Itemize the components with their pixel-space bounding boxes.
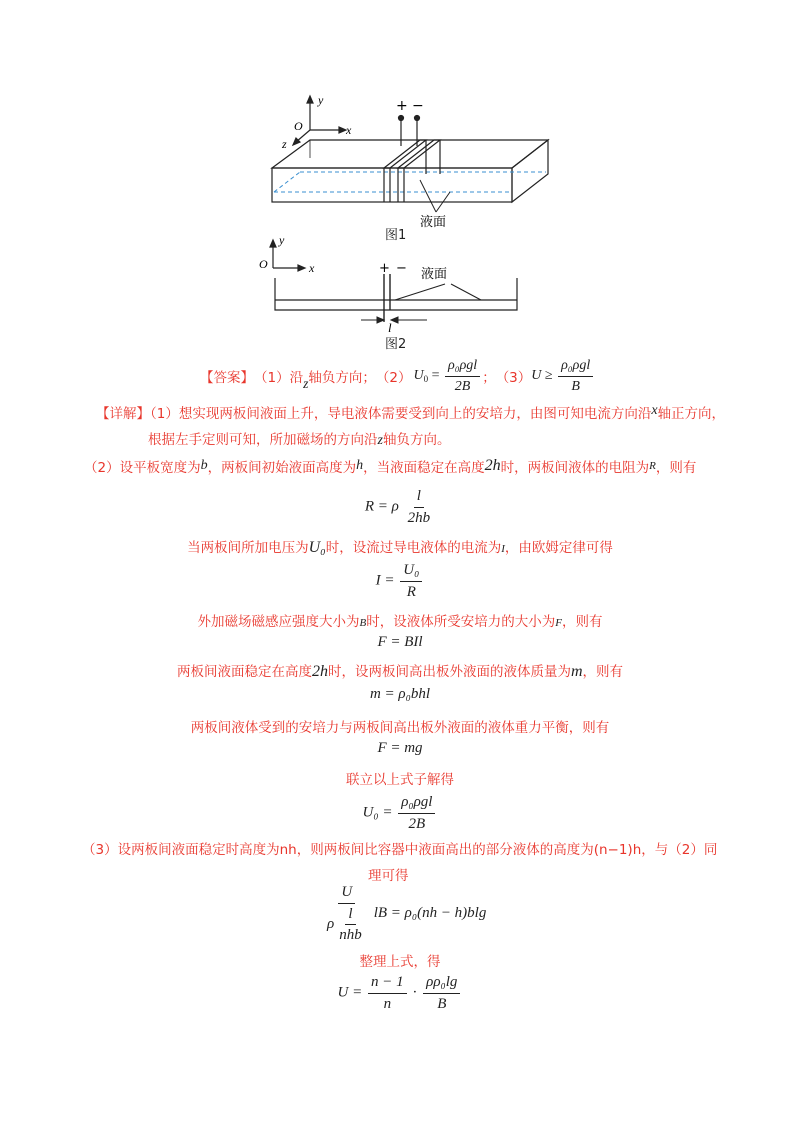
eq-final-fraction-2 — [423, 974, 460, 1012]
B-var-F: F — [555, 617, 562, 629]
eq3-inner-rho: ρ — [327, 916, 335, 933]
detail-p1-line2-b: 轴负方向。 — [382, 432, 451, 448]
eq-U0-denominator: 2B — [408, 815, 426, 832]
fig2-axis-y-label: y — [279, 233, 285, 247]
answer-p2-lhs: U — [413, 368, 424, 384]
p2-var-R: R — [649, 460, 656, 472]
eq-final-fraction-1 — [368, 974, 407, 1012]
B-text-b: 时，设液体所受安培力的大小为 — [366, 614, 556, 630]
equation-resistance — [0, 488, 800, 526]
eq-U0-numerator: ρ₀ρgl — [398, 794, 435, 814]
fig1-plus-sign: + — [396, 98, 408, 114]
fig1-plates — [384, 140, 440, 202]
figure-2-caption: 图2 — [385, 337, 407, 352]
answer-p3-numerator: ρ₀ρgl — [558, 358, 593, 376]
equation-part3 — [322, 884, 486, 944]
fig2-minus-sign: − — [396, 261, 407, 276]
fig2-axis-x-label: x — [309, 261, 315, 275]
eq-U0-lhs: U₀ = — [362, 804, 393, 821]
eq-R-fraction — [405, 488, 434, 526]
fig2-plus-sign: + — [379, 261, 390, 276]
answer-p2-lhs-sub: 0 — [423, 374, 429, 385]
equation-final — [0, 974, 800, 1012]
line-solve: 联立以上式子解得 — [346, 772, 454, 788]
answer-part2-equation — [413, 358, 482, 394]
fig1-liquid-surface — [274, 172, 546, 192]
answer-tag: 【答案】 — [200, 370, 254, 386]
fig1-axis-z-label: z — [282, 137, 287, 151]
answer-p3-fraction — [558, 358, 593, 394]
detail-part3-line1: （3）设两板间液面稳定时高度为nh，则两板间比容器中液面高出的部分液体的高度为(n−1)h，与（2）同 — [82, 842, 718, 858]
fig2-liquid-label: 液面 — [421, 267, 448, 282]
B-text-c: ，则有 — [561, 614, 603, 630]
eq-final-denominator-1: n — [383, 995, 392, 1012]
equation-U0-result — [0, 794, 800, 832]
equation-mass: m = ρ₀bhl — [369, 686, 431, 702]
fig2-plates — [384, 274, 390, 322]
detail-p1-var-x: x — [651, 403, 658, 418]
m-var-m: m — [570, 663, 583, 680]
eq3-inner-numerator: l — [345, 906, 355, 926]
m-text-a: 两板间液面稳定在高度 — [176, 664, 312, 680]
fig2-leader-lines — [395, 284, 481, 300]
eq3-inner-fraction — [336, 906, 365, 944]
eq-final-dot: · — [412, 984, 418, 1001]
p2-text-c: ，两板间初始液面高度为 — [207, 460, 357, 476]
p2-text-a: （2）设平板宽度为 — [84, 460, 201, 476]
line-ohm-law — [0, 536, 800, 557]
eq3-inner-denominator: nhb — [339, 927, 362, 943]
eq-R-lhs: R = ρ — [364, 498, 399, 515]
eq3-rhs: lB = ρ₀(nh − h)blg — [373, 905, 487, 922]
eq3-outer-fraction — [324, 884, 370, 944]
answer-part1-suffix: 轴负方向； — [308, 370, 376, 386]
fig1-leader-lines — [420, 180, 450, 212]
answer-p2-denominator: 2B — [454, 378, 471, 394]
fig2-axes — [270, 240, 305, 271]
p2-text-d: ，当液面稳定在高度 — [363, 460, 485, 476]
fig1-liquid-label: 液面 — [420, 215, 447, 230]
answer-part1-axis: z — [303, 376, 309, 391]
detail-p1-text-b: 轴正方向， — [657, 406, 726, 422]
answer-part3-prefix: （3） — [495, 370, 532, 386]
fig2-gap-label: l — [388, 320, 392, 335]
line-mass — [0, 660, 800, 681]
detail-part1-line1 — [96, 402, 725, 423]
ohm-text-a: 当两板间所加电压为 — [187, 540, 309, 556]
answer-p2-numerator: ρ₀ρgl — [445, 358, 480, 376]
eq-I-numerator: U₀ — [400, 562, 422, 582]
answer-p3-denominator: B — [571, 378, 580, 394]
ohm-text-c: ，由欧姆定律可得 — [504, 540, 613, 556]
detail-p1-var-z: z — [377, 433, 383, 448]
m-var-2h: 2h — [311, 663, 328, 680]
fig1-terminals — [399, 116, 420, 147]
fig1-axis-x-label: x — [346, 123, 352, 137]
answer-p2-eq: = — [431, 368, 440, 384]
equation-ampere-force: F = BIl — [377, 634, 423, 650]
eq-U0-fraction — [398, 794, 435, 832]
p2-text-e: 时，两板间液体的电阻为 — [500, 460, 650, 476]
fig1-minus-sign: − — [412, 98, 424, 114]
m-text-b: 时，设两板间高出板外液面的液体质量为 — [327, 664, 571, 680]
eq3-outer-denominator — [324, 904, 370, 944]
fig1-container — [272, 140, 548, 202]
answer-line — [200, 356, 595, 396]
figure-2-diagram — [255, 232, 530, 342]
figure-1-diagram — [260, 88, 560, 248]
answer-part1-prefix: （1）沿 — [254, 370, 304, 386]
eq-I-lhs: I = — [375, 572, 395, 589]
figure-1-caption: 图1 — [385, 228, 407, 243]
equation-current — [0, 562, 800, 600]
detail-part2-intro — [84, 456, 696, 477]
p2-var-b: b — [200, 458, 208, 473]
eq-R-numerator: l — [414, 488, 424, 508]
detail-tag: 【详解】 — [96, 406, 150, 422]
eq-final-numerator-1: n − 1 — [368, 974, 407, 994]
detail-p1-line2-a: 根据左手定则可知，所加磁场的方向沿 — [148, 432, 378, 448]
answer-part3-equation — [531, 358, 595, 394]
ohm-var-U0: U₀ — [308, 539, 326, 556]
answer-part2-prefix: （2） — [375, 370, 412, 386]
detail-p1-text-a: （1）想实现两板间液面上升，导电液体需要受到向上的安培力，由图可知电流方向沿 — [150, 406, 652, 422]
eq-I-fraction — [400, 562, 422, 600]
fig2-origin-label: O — [259, 257, 268, 271]
eq3-outer-numerator: U — [338, 884, 355, 904]
fig2-gap-arrows — [361, 317, 427, 323]
line-arrange: 整理上式，得 — [359, 954, 441, 970]
p2-var-h: h — [356, 458, 364, 473]
answer-p3-lhs: U ≥ — [531, 368, 553, 384]
equation-force-balance: F = mg — [377, 740, 423, 756]
eq-final-denominator-2: B — [437, 995, 447, 1012]
detail-part1-line2 — [148, 428, 450, 449]
fig1-axis-y-label: y — [318, 93, 324, 107]
p2-var-2h: 2h — [484, 457, 501, 474]
fig2-container — [275, 278, 517, 310]
detail-part3-line2: 理可得 — [368, 868, 409, 884]
eq-final-lhs: U = — [337, 984, 363, 1001]
m-text-c: ，则有 — [582, 664, 624, 680]
eq-I-denominator: R — [406, 583, 416, 600]
eq-final-numerator-2: ρρ₀lg — [423, 974, 460, 994]
line-balance: 两板间液体受到的安培力与两板间高出板外液面的液体重力平衡，则有 — [190, 720, 610, 736]
ohm-var-I: I — [501, 543, 505, 555]
answer-p2-fraction — [445, 358, 480, 394]
answer-part2-sep: ； — [482, 370, 496, 386]
ohm-text-b: 时，设流过导电液体的电流为 — [325, 540, 502, 556]
line-magnetic-field — [0, 610, 800, 630]
B-var-B: B — [359, 617, 367, 629]
p2-text-f: ，则有 — [655, 460, 697, 476]
B-text-a: 外加磁场磁感应强度大小为 — [197, 614, 360, 630]
eq-R-denominator: 2hb — [407, 509, 431, 526]
fig1-origin-label: O — [294, 119, 303, 133]
